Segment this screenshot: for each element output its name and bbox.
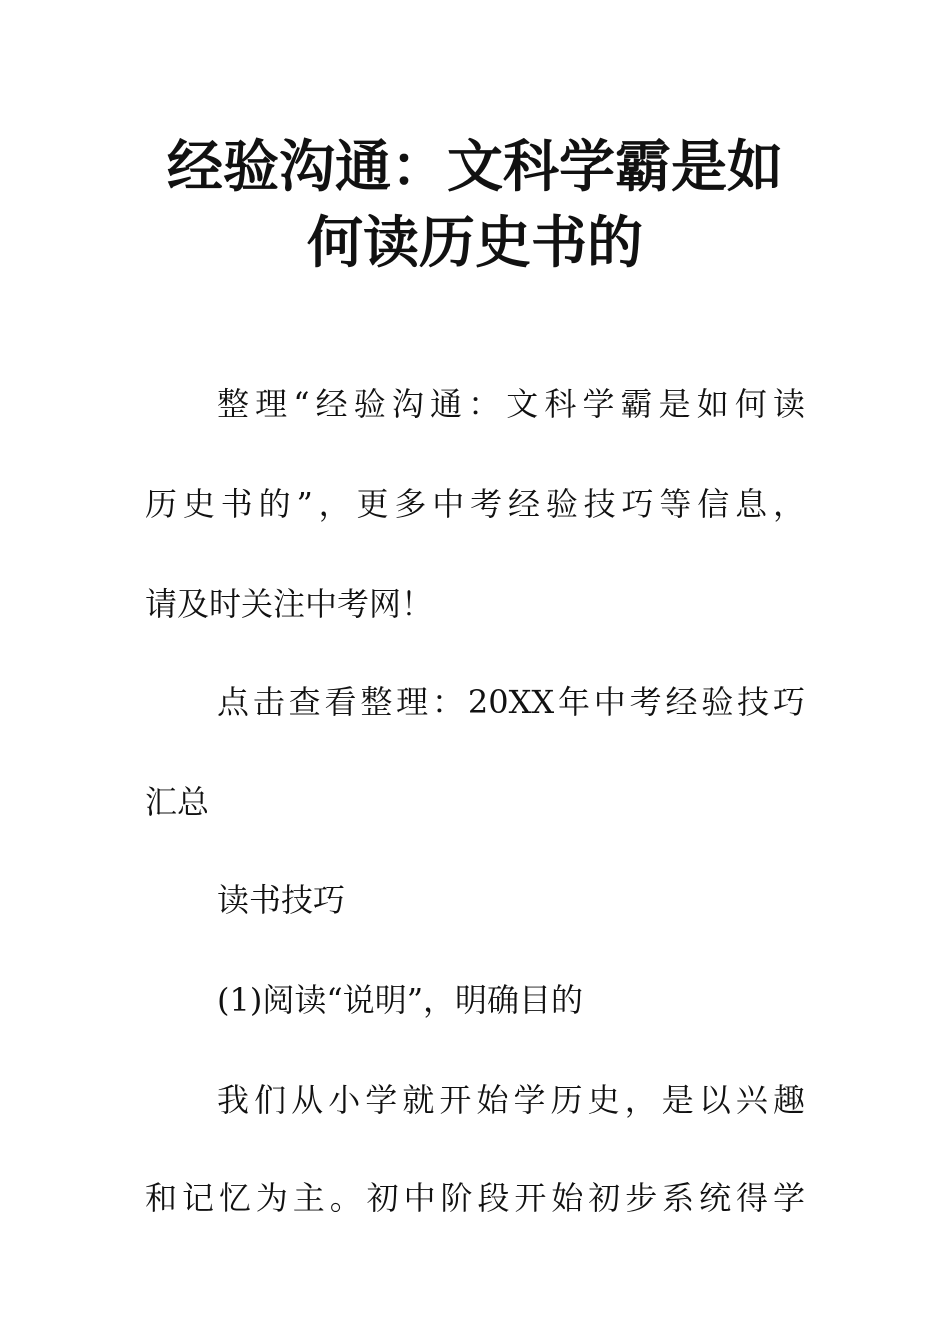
intro-paragraph-line-3: 请及时关注中考网！ bbox=[145, 585, 434, 623]
subheading-read-instructions: (1)阅读“说明”，明确目的 bbox=[217, 981, 584, 1019]
intro-paragraph-line-2: 历史书的”，更多中考经验技巧等信息， bbox=[145, 485, 805, 523]
summary-link-paragraph-line-1: 点击查看整理：20XX年中考经验技巧 bbox=[217, 683, 805, 721]
body-paragraph-line-1: 我们从小学就开始学历史，是以兴趣 bbox=[217, 1081, 805, 1119]
intro-paragraph-line-1: 整理“经验沟通：文科学霸是如何读 bbox=[217, 385, 805, 423]
summary-link-paragraph-line-2: 汇总 bbox=[145, 783, 210, 821]
document-title-line-1: 经验沟通：文科学霸是如 bbox=[167, 135, 783, 200]
section-heading-reading-tips: 读书技巧 bbox=[217, 881, 346, 919]
body-paragraph-line-2: 和记忆为主。初中阶段开始初步系统得学 bbox=[145, 1179, 805, 1217]
document-title-line-2: 何读历史书的 bbox=[307, 211, 643, 276]
